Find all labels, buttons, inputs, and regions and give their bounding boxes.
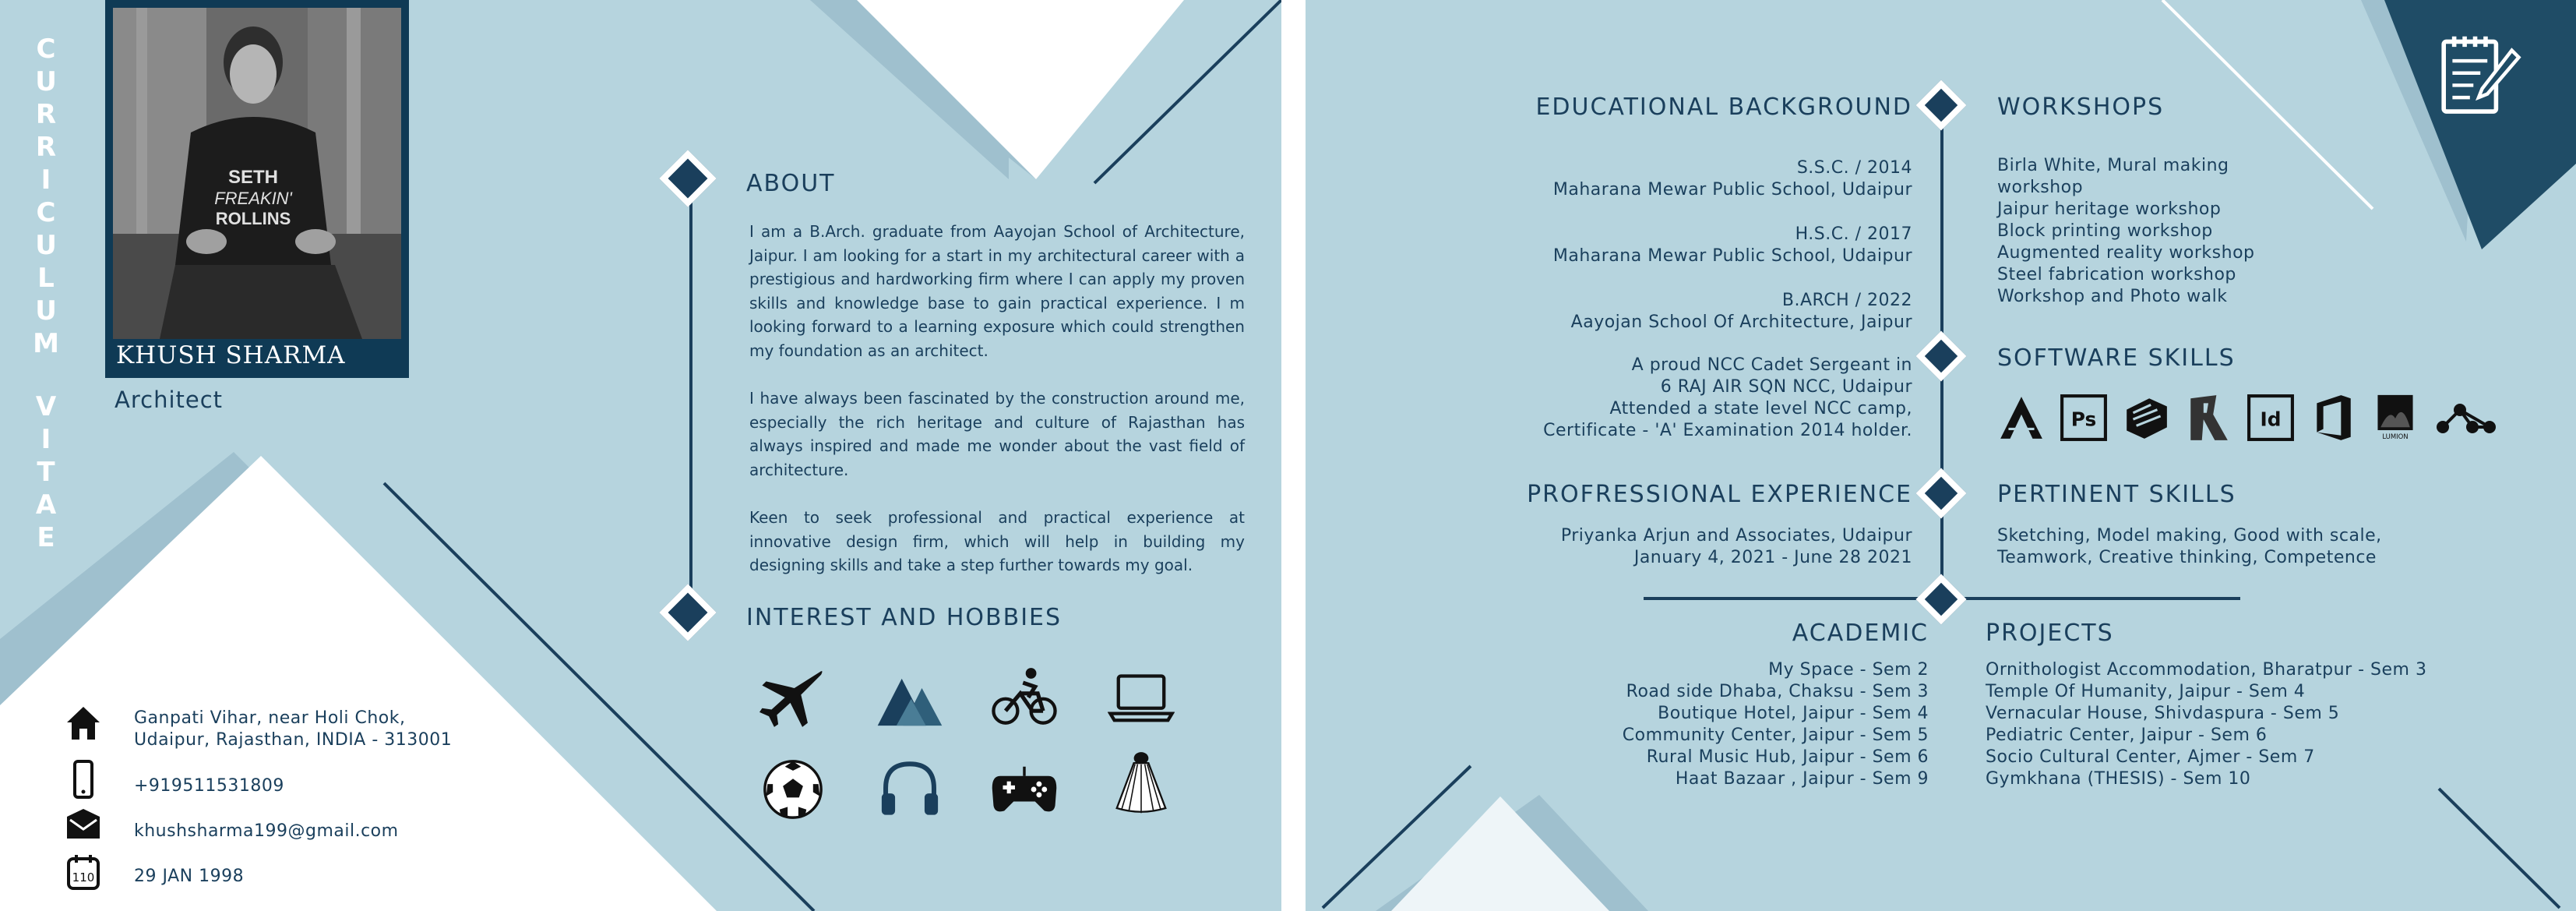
resume-page-right (1306, 0, 2576, 911)
vertical-title-letter: E (37, 522, 55, 553)
about-heading: ABOUT (746, 170, 836, 197)
education-line: Certificate - 'A' Examination 2014 holder. (1543, 421, 1912, 440)
education-line: Maharana Mewar Public School, Udaipur (1552, 246, 1912, 266)
projects-list (1986, 659, 2426, 790)
vertical-title-letter: I (41, 164, 51, 196)
academic-list (1623, 659, 1929, 790)
vertical-title-letter: C (36, 34, 56, 65)
lumion-icon-label: LUMION (2382, 433, 2409, 441)
pertinent-skills-line: Teamwork, Creative thinking, Competence (1997, 548, 2377, 567)
education-block (1553, 157, 1912, 201)
envelope-icon (64, 806, 103, 845)
education-line: Maharana Mewar Public School, Udaipur (1552, 180, 1912, 200)
education-line: A proud NCC Cadet Sergeant in (1631, 355, 1912, 375)
bottom-white-triangle (0, 456, 717, 911)
indesign-icon (2247, 394, 2295, 442)
project-item: Pediatric Center, Jaipur - Sem 6 (1986, 726, 2268, 745)
education-line: B.ARCH / 2022 (1781, 291, 1912, 310)
vertical-title-letter: C (36, 197, 56, 228)
mountains-icon (876, 664, 943, 731)
vertical-title-letter: R (35, 99, 57, 130)
about-text (749, 220, 1245, 602)
vertical-title-letter: M (33, 328, 59, 359)
experience-line: January 4, 2021 - June 28 2021 (1633, 548, 1912, 567)
academic-item: Boutique Hotel, Jaipur - Sem 4 (1658, 704, 1929, 723)
project-item: Socio Cultural Center, Ajmer - Sem 7 (1986, 747, 2315, 767)
vertical-title-letter: U (35, 230, 57, 261)
vertical-title-letter: L (37, 263, 55, 294)
airplane-icon (759, 664, 826, 731)
workshop-item: Jaipur heritage workshop (1997, 200, 2222, 219)
academic-item: Community Center, Jaipur - Sem 5 (1622, 726, 1929, 745)
indesign-icon-label: Id (2260, 408, 2282, 431)
project-item: Ornithologist Accommodation, Bharatpur - Sem 3 (1986, 660, 2427, 680)
svg-text:SETH: SETH (227, 167, 279, 188)
portrait-image (113, 8, 401, 339)
laptop-icon (1108, 664, 1175, 731)
academic-heading: ACADEMIC (1792, 620, 1929, 647)
academic-item: My Space - Sem 2 (1768, 660, 1929, 680)
pertinent-skills-line: Sketching, Model making, Good with scale, (1997, 526, 2382, 546)
about-paragraph: I am a B.Arch. graduate from Aayojan School of Architecture, Jaipur. I am looking for a start in my architectural career with a prestigious and hardworking firm where I can apply my proven skills and knowledge base to gain practical experience. I m looking forward to a learning exposure which could strengthen my foundation as an architect. (749, 222, 1245, 360)
address-line: Udaipur, Rajasthan, INDIA - 313001 (134, 730, 453, 750)
workshop-item: Steel fabrication workshop (1997, 265, 2236, 284)
photoshop-icon (2060, 394, 2108, 442)
workshop-item: Block printing workshop (1997, 221, 2213, 241)
workshop-item: workshop (1997, 178, 2084, 197)
resume-page-left (0, 0, 1281, 911)
education-line: Aayojan School Of Architecture, Jaipur (1570, 312, 1912, 332)
svg-text:FREAKIN': FREAKIN' (214, 189, 292, 208)
education-block (1543, 355, 1912, 442)
experience-line: Priyanka Arjun and Associates, Udaipur (1560, 526, 1912, 546)
address-line: Ganpati Vihar, near Holi Chok, (134, 708, 406, 728)
workshop-item: Workshop and Photo walk (1997, 287, 2228, 306)
contact-phone: +919511531809 (134, 776, 284, 796)
workshops-list (1997, 155, 2255, 308)
education-block (1571, 290, 1912, 334)
workshop-item: Augmented reality workshop (1997, 243, 2255, 263)
headphones-icon (876, 756, 943, 823)
contact-dob: 29 JAN 1998 (134, 867, 245, 886)
lumion-icon (2371, 394, 2419, 442)
experience-heading: PROFRESSIONAL EXPERIENCE (1527, 481, 1912, 508)
education-line: Attended a state level NCC camp, (1609, 399, 1912, 418)
pertinent-skills-list (1997, 525, 2382, 569)
education-block (1553, 224, 1912, 267)
profile-photo-frame (105, 0, 409, 378)
vertical-title-letter: T (37, 457, 55, 488)
academic-item: Road side Dhaba, Chaksu - Sem 3 (1626, 682, 1929, 701)
calendar-icon (64, 853, 103, 892)
sketchup-icon (2122, 394, 2170, 442)
grasshopper-icon (2433, 394, 2499, 442)
workshops-heading: WORKSHOPS (1997, 94, 2165, 121)
experience-details (1561, 525, 1912, 569)
project-item: Temple Of Humanity, Jaipur - Sem 4 (1986, 682, 2306, 701)
hobbies-heading: INTEREST AND HOBBIES (746, 604, 1062, 631)
workshop-item: Birla White, Mural making (1997, 156, 2229, 175)
profile-photo (113, 8, 401, 339)
academic-item: Rural Music Hub, Jaipur - Sem 6 (1646, 747, 1929, 767)
education-line: H.S.C. / 2017 (1795, 224, 1912, 244)
profile-name: KHUSH SHARMA (116, 341, 346, 369)
contact-address (134, 708, 452, 751)
education-heading: EDUCATIONAL BACKGROUND (1535, 94, 1912, 121)
project-item: Gymkhana (THESIS) - Sem 10 (1986, 769, 2251, 789)
pertinent-skills-heading: PERTINENT SKILLS (1997, 481, 2236, 508)
vertical-title-letter: R (35, 132, 57, 163)
education-line: 6 RAJ AIR SQN NCC, Udaipur (1660, 377, 1912, 397)
office-icon (2309, 394, 2357, 442)
vertical-title-letter: I (41, 424, 51, 455)
mobile-phone-icon (64, 760, 103, 799)
projects-heading: PROJECTS (1986, 620, 2114, 647)
shuttlecock-icon (1108, 750, 1175, 817)
home-icon (64, 704, 103, 743)
education-line: S.S.C. / 2014 (1796, 158, 1912, 178)
vertical-title-letter: A (35, 489, 57, 521)
football-icon (759, 756, 826, 823)
about-paragraph: I have always been fascinated by the construction around me, especially the rich heritage and culture of Rajasthan has always inspired and made me wonder about the vast field of architecture. (749, 389, 1245, 479)
gamepad-icon (991, 756, 1058, 823)
vertical-title-letter: U (35, 295, 57, 327)
revit-icon (2184, 394, 2232, 442)
notepad-pencil-icon (2435, 31, 2522, 118)
bottom-right-diagonal-line (2439, 789, 2560, 908)
svg-text:ROLLINS: ROLLINS (215, 209, 291, 228)
vertical-title-letter: U (35, 66, 57, 97)
top-white-triangle (857, 0, 1184, 179)
software-heading: SOFTWARE SKILLS (1997, 344, 2236, 372)
vertical-title-letter: V (35, 391, 57, 422)
autocad-icon (1997, 394, 2046, 442)
project-item: Vernacular House, Shivdaspura - Sem 5 (1986, 704, 2340, 723)
photoshop-icon-label: Ps (2070, 408, 2097, 431)
svg-text:110: 110 (72, 870, 95, 885)
about-paragraph: Keen to seek professional and practical experience at innovative design firm, which will help in building my designing skills and take a step further towards my goal. (749, 508, 1245, 574)
contact-email: khushsharma199@gmail.com (134, 821, 399, 841)
academic-item: Haat Bazaar , Jaipur - Sem 9 (1675, 769, 1929, 789)
cyclist-icon (991, 664, 1058, 731)
profile-role: Architect (115, 387, 224, 413)
